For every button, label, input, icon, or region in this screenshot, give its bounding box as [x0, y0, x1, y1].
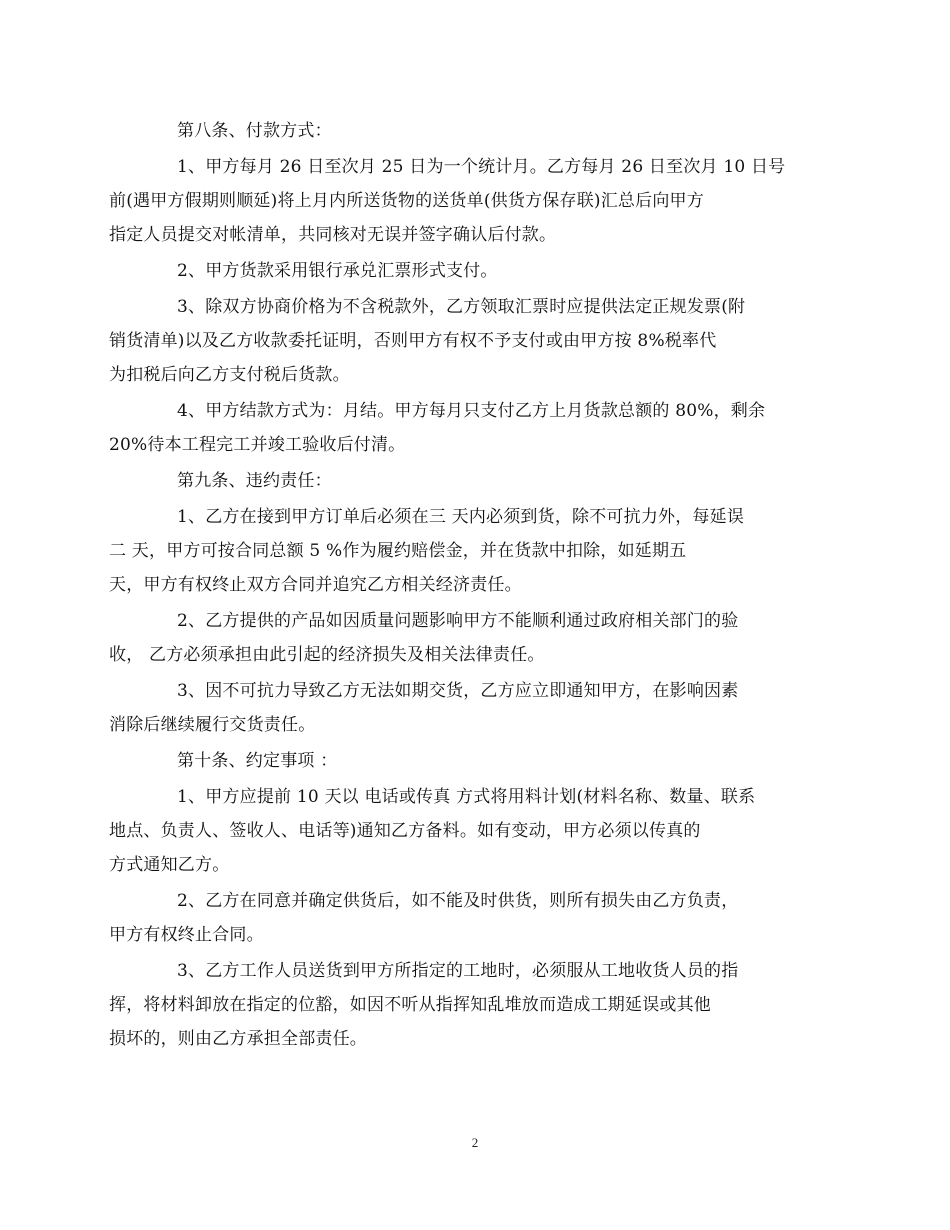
document-body: [109, 114, 803, 1058]
article-8-heading: [143, 114, 803, 148]
text-line: 方式通知乙方。: [109, 855, 230, 875]
text-line: 3、除双方协商价格为不含税款外，乙方领取汇票时应提供法定正规发票(附: [177, 297, 746, 317]
text-line: 1、乙方在接到甲方订单后必须在三 天内必须到货，除不可抗力外，每延误: [177, 507, 745, 527]
page-number: 2: [471, 1135, 479, 1150]
text-line: 2、甲方货款采用银行承兑汇票形式支付。: [177, 261, 498, 281]
text-line: 第十条、约定事项 ：: [177, 751, 338, 771]
text-line: 3、因不可抗力导致乙方无法如期交货，乙方应立即通知甲方，在影响因素: [177, 681, 739, 701]
text-line: 二 天，甲方可按合同总额 5 %作为履约赔偿金，并在货款中扣除，如延期五: [109, 541, 687, 561]
text-line: 消除后继续履行交货责任。: [109, 715, 316, 735]
text-line: 挥，将材料卸放在指定的位豁，如因不听从指挥知乱堆放而造成工期延误或其他: [109, 995, 711, 1015]
text-line: 2、乙方提供的产品如因质量问题影响甲方不能顺利通过政府相关部门的验: [177, 611, 739, 631]
text-line: 地点、负责人、签收人、电话等)通知乙方备料。如有变动，甲方必须以传真的: [109, 821, 701, 841]
text-line: 20%待本工程完工并竣工验收后付清。: [109, 435, 406, 455]
article-10-clause-3: [109, 954, 803, 1056]
text-line: 第八条、付款方式：: [177, 121, 332, 141]
text-line: 损坏的，则由乙方承担全部责任。: [109, 1029, 367, 1049]
text-line: 前(遇甲方假期则顺延)将上月内所送货物的送货单(供货方保存联)汇总后向甲方: [109, 191, 704, 211]
text-line: 甲方有权终止合同。: [109, 925, 264, 945]
article-9-clause-2: [109, 604, 803, 672]
article-10-clause-1: [109, 780, 803, 882]
text-line: 指定人员提交对帐清单，共同核对无误并签字确认后付款。: [109, 225, 557, 245]
article-9-clause-3: [109, 674, 803, 742]
text-line: 收， 乙方必须承担由此引起的经济损失及相关法律责任。: [109, 645, 545, 665]
article-9-clause-1: [109, 500, 803, 602]
article-8-clause-3: [109, 290, 803, 392]
text-line: 2、乙方在同意并确定供货后，如不能及时供货，则所有损失由乙方负责，: [177, 891, 739, 911]
article-10-clause-2: [109, 884, 803, 952]
text-line: 1、甲方应提前 10 天以 电话或传真 方式将用料计划(材料名称、数量、联系: [177, 787, 756, 807]
text-line: 为扣税后向乙方支付税后货款。: [109, 365, 350, 385]
text-line: 销货清单)以及乙方收款委托证明，否则甲方有权不予支付或由甲方按 8%税率代: [109, 331, 717, 351]
text-line: 3、乙方工作人员送货到甲方所指定的工地时，必须服从工地收货人员的指: [177, 961, 739, 981]
text-line: 天，甲方有权终止双方合同并追究乙方相关经济责任。: [109, 575, 522, 595]
article-8-clause-2: [143, 254, 803, 288]
text-line: 1、甲方每月 26 日至次月 25 日为一个统计月。乙方每月 26 日至次月 10 日号: [177, 157, 786, 177]
article-10-heading: [143, 744, 803, 778]
article-8-clause-1: [109, 150, 803, 252]
text-line: 第九条、违约责任：: [177, 471, 332, 491]
text-line: 4、甲方结款方式为：月结。甲方每月只支付乙方上月货款总额的 80%，剩余: [177, 401, 766, 421]
article-8-clause-4: [109, 394, 803, 462]
article-9-heading: [143, 464, 803, 498]
